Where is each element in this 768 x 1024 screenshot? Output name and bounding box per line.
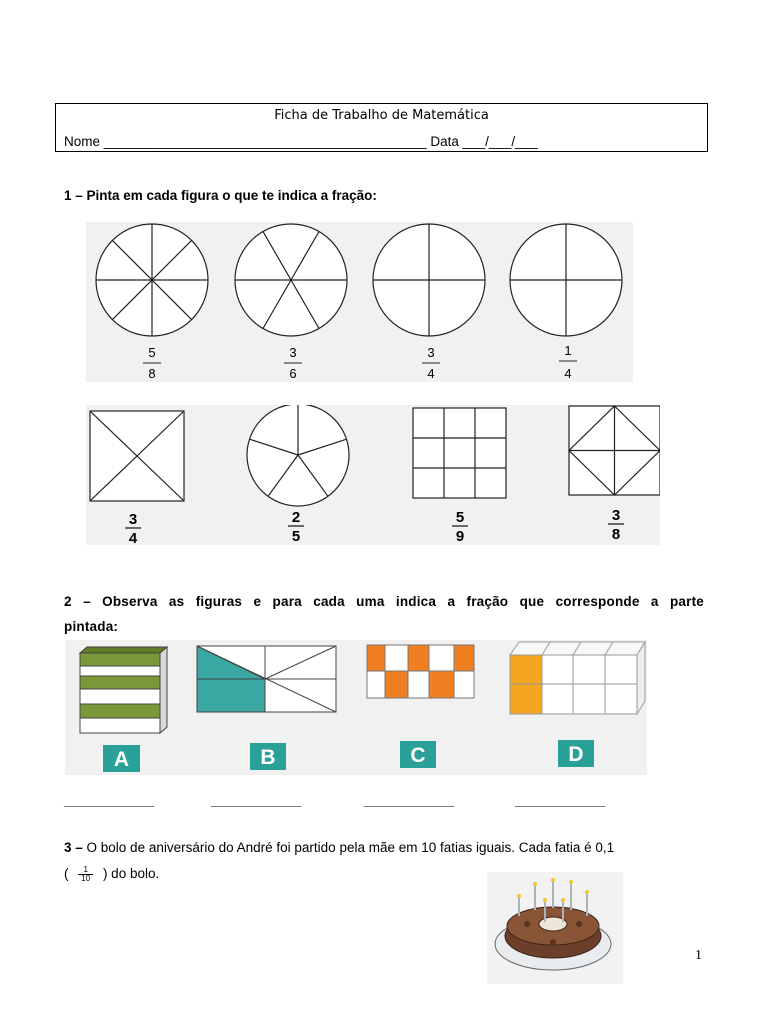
circle-quarters-b xyxy=(510,224,622,336)
svg-text:5: 5 xyxy=(291,528,301,545)
svg-text:3: 3 xyxy=(611,507,621,524)
square-diagonals xyxy=(90,411,184,501)
figure-a-stacked-blocks xyxy=(80,647,167,733)
label-d xyxy=(558,740,594,767)
fractions-row-1 xyxy=(86,222,633,382)
worksheet-header xyxy=(55,103,708,152)
svg-text:D: D xyxy=(568,743,584,766)
answer-blank-b[interactable]: ____________ xyxy=(211,793,302,808)
question-3-line-1: 3 – O bolo de aniversário do André foi partido pela mãe em 10 fatias iguais. Cada fatia é 0,1 xyxy=(64,840,615,855)
fractions-row-2-panel xyxy=(86,405,660,545)
fraction-2-5-bold xyxy=(288,509,304,545)
svg-text:A: A xyxy=(113,748,130,771)
svg-text:9: 9 xyxy=(455,528,465,545)
fraction-1-10: $\frac{1}{10}$ xyxy=(78,866,93,883)
answer-blank-d[interactable]: ____________ xyxy=(515,793,606,808)
svg-text:B: B xyxy=(260,746,276,769)
fractions-row-2 xyxy=(86,405,660,545)
figure-d-cube-blocks xyxy=(510,642,645,714)
shaded-figures-panel xyxy=(65,640,647,775)
svg-text:5: 5 xyxy=(455,509,465,526)
svg-text:6: 6 xyxy=(289,366,297,381)
answer-blank-a[interactable]: ____________ xyxy=(64,793,155,808)
svg-text:8: 8 xyxy=(611,526,621,543)
figure-b-shaded-rectangle xyxy=(197,646,336,712)
svg-text:C: C xyxy=(410,744,426,767)
fraction-5-9-bold xyxy=(452,509,468,545)
label-b xyxy=(250,743,286,770)
svg-text:3: 3 xyxy=(427,345,435,360)
fraction-3-6 xyxy=(284,345,302,381)
shaded-figures xyxy=(65,640,647,775)
fraction-3-4-bold xyxy=(125,511,141,545)
worksheet-title: Ficha de Trabalho de Matemática xyxy=(274,108,489,123)
svg-text:4: 4 xyxy=(128,530,138,545)
fraction-3-8-bold xyxy=(608,507,624,543)
fraction-3-4 xyxy=(422,345,440,381)
birthday-cake-icon xyxy=(487,872,623,984)
circle-sixths xyxy=(235,224,347,336)
circle-fifths xyxy=(247,405,349,506)
svg-text:1: 1 xyxy=(564,343,572,358)
fraction-1-4 xyxy=(559,343,577,381)
svg-text:5: 5 xyxy=(148,345,156,360)
question-2-line-2: pintada: xyxy=(64,619,119,634)
label-c xyxy=(400,741,436,768)
label-a xyxy=(103,745,140,772)
question-2-line-1: 2 – Observa as figuras e para cada uma indica a fração que corresponde a parte xyxy=(64,594,704,609)
answer-blank-c[interactable]: ____________ xyxy=(364,793,455,808)
svg-text:4: 4 xyxy=(564,366,572,381)
figure-c-checker-grid xyxy=(367,645,474,698)
svg-text:4: 4 xyxy=(427,366,435,381)
page-number: 1 xyxy=(695,948,702,963)
question-1-title: 1 – Pinta em cada figura o que te indica a fração: xyxy=(64,188,377,203)
svg-text:2: 2 xyxy=(291,509,301,526)
question-3-line-2: ( $\frac{1}{10}$ ) do bolo. xyxy=(64,865,160,883)
svg-text:3: 3 xyxy=(128,511,138,528)
fractions-row-1-panel xyxy=(86,222,633,382)
grid-ninths xyxy=(413,408,506,498)
circle-quarters-a xyxy=(373,224,485,336)
square-diamond-eighths xyxy=(569,406,660,495)
fraction-5-8 xyxy=(143,345,161,381)
name-date-line: Nome ___________________________________________ Data ___/___/___ xyxy=(64,134,538,149)
svg-text:3: 3 xyxy=(289,345,297,360)
birthday-cake-image xyxy=(487,872,623,984)
svg-text:8: 8 xyxy=(148,366,156,381)
question-2-text xyxy=(64,589,704,639)
circle-eighths xyxy=(96,224,208,336)
